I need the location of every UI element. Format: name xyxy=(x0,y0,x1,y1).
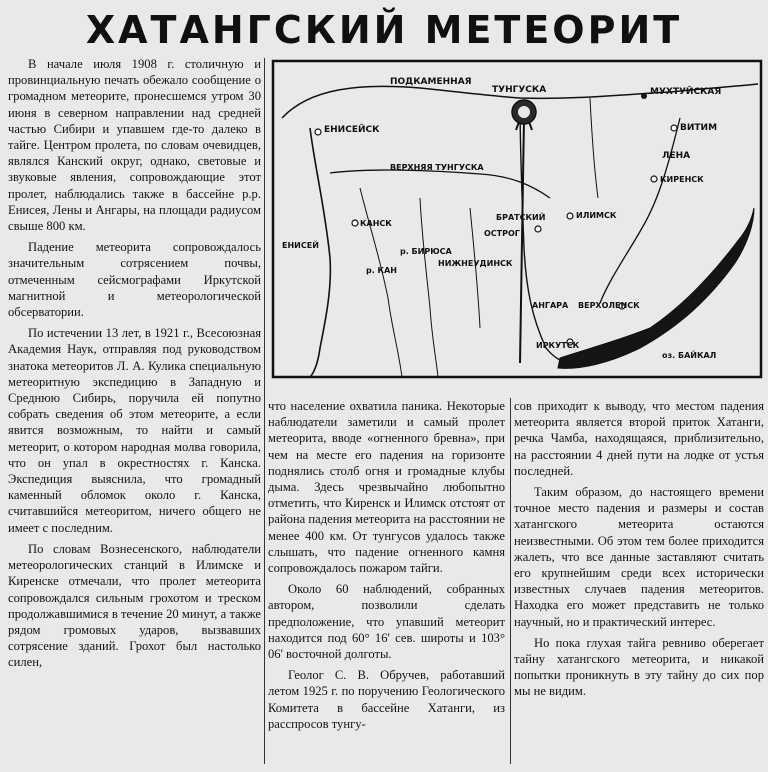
river-angara xyxy=(520,103,570,364)
paragraph: что население охватила паника. Некоторые наблюдатели заметили и самый пролет метеорита, вводе «огненного бревна», при чем на месте его падения на горизонте поднялись столб огня и громадные клубы дыма. Здесь чрезвычайно любопытно отметить, что Киренск и Илимск отстоят от района падения метеорита на расстоянии не менее 400 км. От тунгусов удалось также слышать, что падение огненного камня сопровождалось пожаром тайги. xyxy=(268,399,505,576)
label-angara: АНГАРА xyxy=(532,301,569,310)
river-nizhn-tunguska xyxy=(590,98,598,198)
label-enisei: ЕНИСЕЙ xyxy=(282,241,319,250)
column-divider xyxy=(264,58,265,764)
river-verkh-tunguska xyxy=(330,170,550,198)
label-nizhneudinsk: НИЖНЕУДИНСК xyxy=(438,259,513,268)
river-kan xyxy=(360,188,402,377)
label-verkh-tunguska: ВЕРХНЯЯ ТУНГУСКА xyxy=(390,163,484,172)
paragraph: Таким образом, до настоящего времени точное место падения и размеры и состав хатангского метеорита остаются неизвестными. Об этом тем более приходится жалеть, что все данные заставляют считать его крупнейшим среди всех исторически известных случаев падения метеоритов. Находка его может представить не только научный, но и практический интерес. xyxy=(514,485,764,629)
label-tungus: ТУНГУСКА xyxy=(492,85,547,95)
label-ostrog: ОСТРОГ xyxy=(484,229,520,238)
city-eniseisk-marker xyxy=(315,129,321,135)
label-baikal: оз. БАЙКАЛ xyxy=(662,351,717,360)
city-vitim-marker xyxy=(671,125,677,131)
paragraph: сов приходит к выводу, что местом падения метеорита является второй приток Хатанги, речка Чамба, находящаяся, приблизительно, на расстоянии 4 дней пути на лодке от устья последней. xyxy=(514,399,764,478)
paragraph: Но пока глухая тайга ревниво оберегает тайну хатангского метеорита, и никакой попытки проникнуть в эту тайну до сих пор мы не видим. xyxy=(514,635,764,699)
label-ilimsk: ИЛИМСК xyxy=(576,211,617,220)
label-podkamennaya: ПОДКАМЕННАЯ xyxy=(390,77,472,87)
label-kansk: КАНСК xyxy=(360,219,392,228)
label-mukhtuya: МУХТУЙСКАЯ xyxy=(650,87,722,97)
label-vitim: ВИТИМ xyxy=(680,123,718,133)
paragraph: По истечении 13 лет, в 1921 г., Всесоюзная Академия Наук, отправляя под руководством знатока метеоритов Л. А. Кулика специальную метеоритную экспедицию в Западную и Среднюю Сибирь, поручила ей попутно собрать сведения об этом метеорите, а если явится возможным, то найти и самый метеорит, о котором народная молва говорила, что он упал в окрестностях г. Канска. Экспедиция выяснила, что громадный каменный обломок около г. Канска, считавшийся метеоритом, ничего общего не имеет с последним. xyxy=(8,326,261,535)
article-column-2 xyxy=(268,398,505,768)
city-kansk-marker xyxy=(352,220,358,226)
label-eniseisk: ЕНИСЕЙСК xyxy=(324,125,380,135)
meteorite-fall-marker-center xyxy=(518,106,530,118)
label-kirensk: КИРЕНСК xyxy=(660,175,704,184)
city-mukhtuya-marker xyxy=(641,93,647,99)
city-ilimsk-marker xyxy=(567,213,573,219)
river-enisei xyxy=(310,128,330,377)
label-kan: р. КАН xyxy=(366,266,397,275)
article-column-3 xyxy=(514,398,764,768)
label-bratsk: БРАТСКИЙ xyxy=(496,213,546,222)
paragraph: По словам Вознесенского, наблюдатели метеорологических станций в Илимске и Киренске отмечали, что пролет метеорита сопровождался сильным грохотом и треском продолжавшимися в течение 20 минут, а также рядом громовых ударов, вызвавших сотрясение зданий. Грохот был настолько силен, xyxy=(8,541,261,670)
paragraph: Геолог С. В. Обручев, работавший летом 1925 г. по поручению Геологического Комитета в бассейне Хатанги, из расспросов тунгу- xyxy=(268,668,505,731)
paragraph: Около 60 наблюдений, собранных автором, позволили сделать предположение, что упавший метеорит находится под 60° 16' сев. широты и 103° 06' восточной долготы. xyxy=(268,582,505,662)
map-svg xyxy=(270,58,764,396)
label-irkutsk: ИРКУТСК xyxy=(536,341,580,350)
river-tributary xyxy=(470,208,480,328)
map-figure xyxy=(270,58,764,396)
paragraph: Падение метеорита сопровождалось значительным сотрясением почвы, отмеченным сейсмографами Иркутской магнитной и метеорологической обсерватории. xyxy=(8,240,261,320)
headline: ХАТАНГСКИЙ МЕТЕОРИТ xyxy=(85,8,683,52)
river-biryusa xyxy=(420,198,438,377)
label-biryusa: р. БИРЮСА xyxy=(400,247,452,256)
article-column-1 xyxy=(8,56,261,766)
city-bratsk-marker xyxy=(535,226,541,232)
paragraph: В начале июля 1908 г. столичную и провинциальную печать обежало сообщение о громадном метеорите, пронесшемся утром 30 июня в северном направлении над средней частью Сибири и упавшем где-то далеко в тайге. Центром пролета, по словам очевидцев, являлся Канский округ, однако, световые и звуковые явления, сопровождающие этот пролет, наблюдались также в бассейне р.р. Енисея, Лены и Ангары, на площади радиусом свыше 800 км. xyxy=(8,57,261,234)
city-kirensk-marker xyxy=(651,176,657,182)
label-verkholensk: ВЕРХОЛЕНСК xyxy=(578,301,640,310)
lake-baikal-shape xyxy=(558,208,754,368)
column-divider xyxy=(510,398,511,764)
label-lena: ЛЕНА xyxy=(662,151,691,161)
